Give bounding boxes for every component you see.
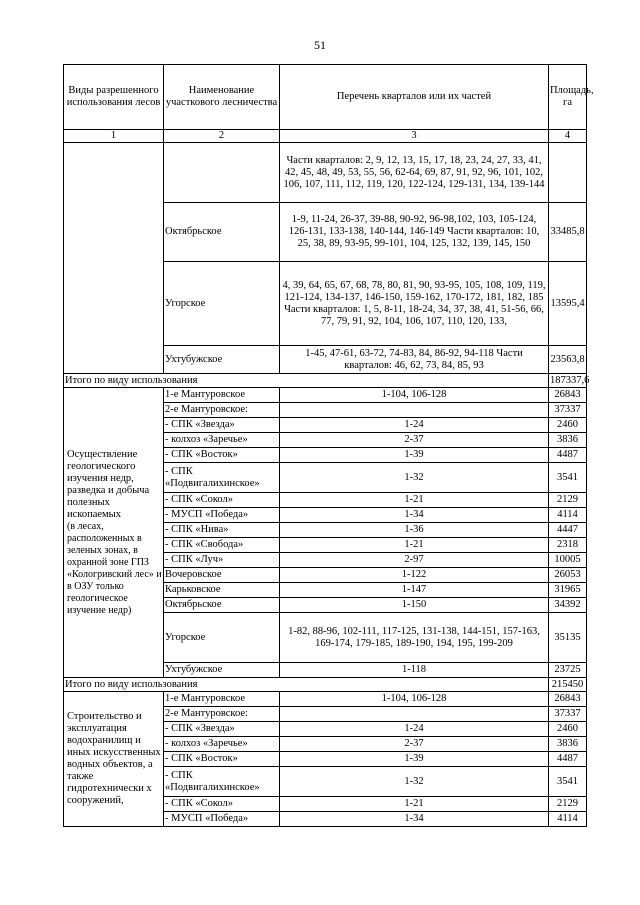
area-value: 10005	[549, 553, 587, 568]
header-use-type: Виды разрешенного использования лесов	[64, 65, 164, 130]
area-value: 26843	[549, 388, 587, 403]
quarters-list: 1-21	[280, 797, 549, 812]
quarters-list: 1-9, 11-24, 26-37, 39-88, 90-92, 96-98,102, 103, 105-124, 126-131, 133-138, 140-144, 146-149 Части кварталов: 10, 25, 38, 89, 93-95, 99-101, 104, 125, 132, 139, 145, 150	[280, 203, 549, 262]
area-value: 23725	[549, 663, 587, 678]
forestry-name: 1-е Мантуровское	[164, 692, 280, 707]
area-value: 4447	[549, 523, 587, 538]
column-number: 4	[549, 130, 587, 143]
area-value: 26843	[549, 692, 587, 707]
area-value: 3836	[549, 737, 587, 752]
quarters-list: 2-37	[280, 433, 549, 448]
forestry-name: - СПК «Свобода»	[164, 538, 280, 553]
quarters-list: 1-34	[280, 812, 549, 827]
forestry-name: - СПК «Луч»	[164, 553, 280, 568]
quarters-list	[280, 403, 549, 418]
area-value: 37337	[549, 707, 587, 722]
quarters-list: Части кварталов: 2, 9, 12, 13, 15, 17, 18, 23, 24, 27, 33, 41, 42, 45, 48, 49, 53, 55, 56, 62-64, 69, 87, 91, 92, 96, 101, 102, 106, 107, 111, 112, 119, 120, 122-124, 129-131, 134, 139-144	[280, 143, 549, 203]
forestry-name: - СПК «Звезда»	[164, 722, 280, 737]
quarters-list: 1-147	[280, 583, 549, 598]
area-value: 2460	[549, 722, 587, 737]
table-row	[64, 143, 587, 203]
total-row	[64, 374, 587, 388]
forestry-name: - колхоз «Заречье»	[164, 433, 280, 448]
quarters-list: 1-122	[280, 568, 549, 583]
page-number: 51	[314, 38, 326, 52]
quarters-list: 2-97	[280, 553, 549, 568]
total-area: 215450	[549, 678, 587, 692]
table-row	[64, 388, 587, 403]
forestry-name: Ухтубужское	[164, 663, 280, 678]
forestry-name: 1-е Мантуровское	[164, 388, 280, 403]
total-label: Итого по виду использования	[64, 374, 549, 388]
forestry-name: Угорское	[164, 262, 280, 346]
quarters-list: 1-21	[280, 493, 549, 508]
quarters-list	[280, 707, 549, 722]
area-value: 34392	[549, 598, 587, 613]
quarters-list: 1-150	[280, 598, 549, 613]
area-value: 37337	[549, 403, 587, 418]
forestry-name: 2-е Мантуровское:	[164, 707, 280, 722]
quarters-list: 1-32	[280, 767, 549, 797]
forestry-name: - СПК «Сокол»	[164, 493, 280, 508]
forestry-name: - МУСП «Победа»	[164, 812, 280, 827]
quarters-list: 1-45, 47-61, 63-72, 74-83, 84, 86-92, 94-118 Части кварталов: 46, 62, 73, 84, 85, 93	[280, 346, 549, 374]
table-row	[64, 692, 587, 707]
use-type-label: Осуществление геологического изучения недр, разведка и добыча полезных ископаемых	[67, 448, 150, 520]
area-value: 3541	[549, 767, 587, 797]
column-number: 3	[280, 130, 549, 143]
use-type-label: Строительство и эксплуатация водохранилищ и иных искусственных водных объектов, а также гидротехнически х сооружений,	[67, 711, 161, 806]
forestry-name: - СПК «Подвигалихинское»	[164, 767, 280, 797]
quarters-list: 4, 39, 64, 65, 67, 68, 78, 80, 81, 90, 93-95, 105, 108, 109, 119, 121-124, 134-137, 146-150, 159-162, 170-172, 181, 182, 185 Части кварталов: 1, 5, 8-11, 18-24, 34, 37, 38, 41, 51-56, 66, 77, 79, 91, 92, 104, 106, 107, 110, 120, 133,	[280, 262, 549, 346]
forestry-name: Угорское	[164, 613, 280, 663]
forestry-name: - колхоз «Заречье»	[164, 737, 280, 752]
area-value	[549, 143, 587, 203]
area-value: 2460	[549, 418, 587, 433]
total-row	[64, 678, 587, 692]
use-type-cell	[64, 388, 164, 678]
quarters-list: 1-39	[280, 752, 549, 767]
area-value: 23563,8	[549, 346, 587, 374]
header-area: Площадь, га	[549, 65, 587, 130]
area-value: 4487	[549, 752, 587, 767]
quarters-list: 1-36	[280, 523, 549, 538]
area-value: 4114	[549, 812, 587, 827]
forestry-name: - СПК «Сокол»	[164, 797, 280, 812]
forestry-name: - СПК «Подвигалихинское»	[164, 463, 280, 493]
forestry-name: - МУСП «Победа»	[164, 508, 280, 523]
total-label: Итого по виду использования	[64, 678, 549, 692]
forestry-name: Октябрьское	[164, 598, 280, 613]
quarters-list: 1-39	[280, 448, 549, 463]
forestry-name	[164, 143, 280, 203]
forest-use-table	[63, 64, 594, 827]
quarters-list: 1-32	[280, 463, 549, 493]
area-value: 35135	[549, 613, 587, 663]
quarters-list: 1-24	[280, 722, 549, 737]
quarters-list: 1-118	[280, 663, 549, 678]
forestry-name: - СПК «Нива»	[164, 523, 280, 538]
forestry-name: Ухтубужское	[164, 346, 280, 374]
forestry-name: Октябрьское	[164, 203, 280, 262]
area-value: 2129	[549, 797, 587, 812]
area-value: 4114	[549, 508, 587, 523]
area-value: 33485,8	[549, 203, 587, 262]
use-type-cell	[64, 143, 164, 374]
area-value: 2129	[549, 493, 587, 508]
quarters-list: 1-34	[280, 508, 549, 523]
quarters-list: 1-21	[280, 538, 549, 553]
forestry-name: Вочеровское	[164, 568, 280, 583]
area-value: 4487	[549, 448, 587, 463]
header-quarters: Перечень кварталов или их частей	[280, 65, 549, 130]
area-value: 2318	[549, 538, 587, 553]
forestry-name: 2-е Мантуровское:	[164, 403, 280, 418]
quarters-list: 1-82, 88-96, 102-111, 117-125, 131-138, 144-151, 157-163, 169-174, 179-185, 189-190, 194, 195, 199-209	[280, 613, 549, 663]
total-area: 187337,6	[550, 374, 590, 386]
header-row	[64, 65, 587, 130]
area-value: 31965	[549, 583, 587, 598]
quarters-list: 2-37	[280, 737, 549, 752]
use-type-note: (в лесах, расположенных в зеленых зонах, в охранной зоне ГПЗ «Кологривский лес» и в ОЗУ только геологическое изучение недр)	[67, 520, 162, 616]
column-number: 2	[164, 130, 280, 143]
column-number: 1	[64, 130, 164, 143]
forestry-name: - СПК «Звезда»	[164, 418, 280, 433]
quarters-list: 1-24	[280, 418, 549, 433]
area-value: 26053	[549, 568, 587, 583]
area-value: 3541	[549, 463, 587, 493]
quarters-list: 1-104, 106-128	[280, 692, 549, 707]
forestry-name: Карьковское	[164, 583, 280, 598]
area-value: 13595,4	[549, 262, 587, 346]
forestry-name: - СПК «Восток»	[164, 752, 280, 767]
quarters-list: 1-104, 106-128	[280, 388, 549, 403]
column-numbers-row	[64, 130, 587, 143]
forestry-name: - СПК «Восток»	[164, 448, 280, 463]
use-type-cell	[64, 692, 164, 827]
header-forestry: Наименование участкового лесничества	[164, 65, 280, 130]
area-value: 3836	[549, 433, 587, 448]
